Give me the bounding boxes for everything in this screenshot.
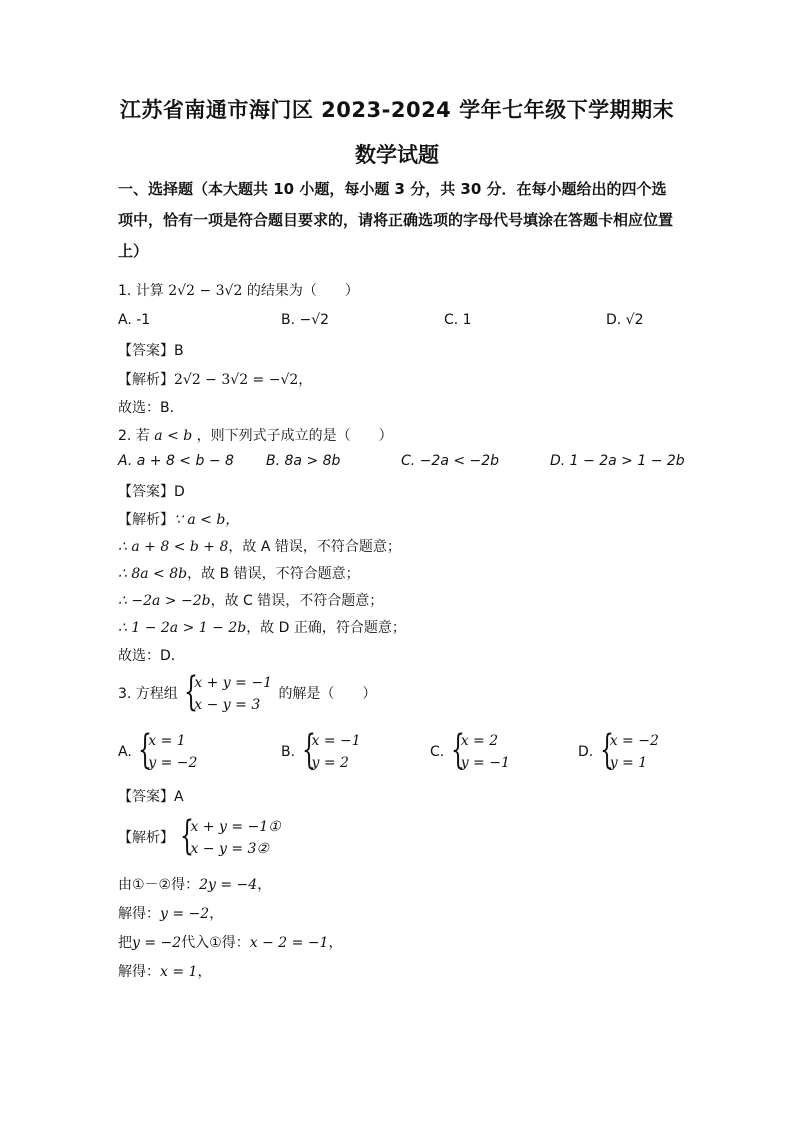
- q3-suffix: 的解是（ ）: [278, 686, 377, 702]
- system-row: y = 2: [311, 755, 349, 771]
- system-row: x = −1: [311, 733, 361, 749]
- q2-step: [118, 536, 401, 556]
- brace-icon: {: [599, 727, 614, 773]
- system-row: y = −1: [460, 755, 510, 771]
- brace-icon: {: [301, 727, 316, 773]
- q3-step: [118, 932, 342, 952]
- analysis-label: 【解析】: [118, 372, 174, 388]
- q2-option-c: C. −2a < −2b: [401, 453, 500, 469]
- q1-option-c: C. 1: [444, 312, 472, 328]
- step-text: ，故 D 正确，符合题意；: [246, 620, 406, 636]
- q1-option-b: B. −√2: [281, 312, 330, 328]
- q3-prefix: 3. 方程组: [118, 686, 178, 702]
- q3-step: [118, 961, 211, 981]
- analysis-label: 【解析】: [118, 512, 174, 528]
- analysis-text: 2√2 − 3√2 = −√2，: [174, 372, 313, 388]
- answer-value: D: [174, 484, 185, 500]
- q3-system: [184, 669, 272, 716]
- step-math: x = 1: [160, 964, 198, 980]
- q3-step: [118, 874, 271, 894]
- step-math: ∴ 1 − 2a > 1 − 2b: [118, 620, 247, 636]
- system-row: x − y = 3②: [190, 841, 269, 857]
- system-row: y = 1: [609, 755, 648, 771]
- step-math: ∴ 8a < 8b: [118, 566, 188, 582]
- option-system: [450, 727, 510, 774]
- q3-option-c: [430, 727, 512, 774]
- q1-option-a: A. -1: [118, 312, 151, 328]
- document-subtitle: 数学试题: [355, 143, 439, 167]
- answer-label: 【答案】: [118, 789, 174, 805]
- option-label: B.: [281, 744, 296, 760]
- option-system: [599, 727, 659, 774]
- section-heading: 一、选择题（本大题共 10 小题，每小题 3 分，共 30 分．在每小题给出的四个选项中，恰有一项是符合题目要求的，请将正确选项的字母代号填涂在答题卡相应位置上）: [118, 180, 674, 260]
- q2-conclusion: 故选：D．: [118, 648, 185, 664]
- step-text: 解得：: [118, 906, 160, 922]
- step-mid: 代入①得：: [181, 935, 250, 951]
- q1-conclusion: 故选：B．: [118, 400, 184, 416]
- q2-answer: [118, 481, 185, 501]
- question-1: [118, 280, 359, 300]
- system-row: x + y = −1①: [190, 819, 281, 835]
- option-label: A.: [118, 744, 132, 760]
- q1-option-d: D. √2: [606, 312, 644, 328]
- step-tail: ，: [197, 964, 212, 980]
- step-text: 由①－②得：: [118, 877, 200, 893]
- q1-prefix: 1. 计算: [118, 283, 164, 299]
- step-math: x − 2 = −1: [249, 935, 329, 951]
- step-text: ，故 B 错误，不符合题意；: [187, 566, 360, 582]
- q2-step: [118, 617, 406, 637]
- brace-icon: {: [450, 727, 465, 773]
- system-row: x + y = −1: [194, 675, 272, 691]
- step-tail: ，: [257, 877, 272, 893]
- step-tail: ，: [328, 935, 343, 951]
- system-row: x = 1: [148, 733, 186, 749]
- answer-value: B: [174, 343, 184, 359]
- system-row: y = −2: [148, 755, 198, 771]
- q1-answer: [118, 340, 184, 360]
- q3-option-d: [578, 727, 661, 774]
- brace-icon: {: [138, 727, 153, 773]
- q2-suffix: ，则下列式子成立的是（ ）: [196, 428, 393, 444]
- system-row: x = −2: [609, 733, 659, 749]
- q1-analysis: [118, 369, 312, 389]
- brace-icon: {: [180, 813, 195, 859]
- step-text: 解得：: [118, 964, 160, 980]
- analysis-label: 【解析】: [118, 830, 174, 846]
- q3-analysis: [118, 813, 283, 860]
- step-math: 2y = −4: [199, 877, 258, 893]
- option-label: C.: [430, 744, 445, 760]
- system-row: x = 2: [460, 733, 499, 749]
- step-math: ∴ −2a > −2b: [118, 593, 211, 609]
- step-math: ∴ a + 8 < b + 8: [118, 539, 229, 555]
- q2-condition: a < b: [154, 428, 193, 444]
- brace-icon: {: [184, 669, 199, 715]
- q2-prefix: 2. 若: [118, 428, 150, 444]
- q2-step: [118, 590, 383, 610]
- q2-option-d: D. 1 − 2a > 1 − 2b: [550, 453, 685, 469]
- option-system: [138, 727, 198, 774]
- step-text: 把: [118, 935, 132, 951]
- step-tail: ，: [209, 906, 224, 922]
- step-math: y = −2: [160, 906, 210, 922]
- q3-answer: [118, 786, 184, 806]
- answer-label: 【答案】: [118, 343, 174, 359]
- step-text: ，故 C 错误，不符合题意；: [210, 593, 384, 609]
- answer-label: 【答案】: [118, 484, 174, 500]
- q3-option-b: [281, 727, 363, 774]
- answer-value: A: [174, 789, 184, 805]
- analysis-system: [180, 813, 281, 860]
- q1-suffix: 的结果为（ ）: [246, 283, 359, 299]
- step-math: y = −2: [132, 935, 182, 951]
- question-3: [118, 669, 377, 716]
- q2-step: [118, 563, 360, 583]
- question-2: [118, 425, 393, 445]
- analysis-text: ∵ a < b，: [174, 512, 240, 528]
- option-system: [301, 727, 361, 774]
- q2-option-a: A. a + 8 < b − 8: [118, 453, 234, 469]
- option-label: D.: [578, 744, 594, 760]
- document-title: 江苏省南通市海门区 2023-2024 学年七年级下学期期末: [119, 98, 675, 122]
- q3-option-a: [118, 727, 199, 774]
- q1-expression: 2√2 − 3√2: [168, 283, 243, 299]
- q2-option-b: B. 8a > 8b: [266, 453, 341, 469]
- q3-step: [118, 903, 223, 923]
- q2-analysis: [118, 509, 239, 529]
- step-text: ，故 A 错误，不符合题意；: [228, 539, 401, 555]
- system-row: x − y = 3: [194, 697, 261, 713]
